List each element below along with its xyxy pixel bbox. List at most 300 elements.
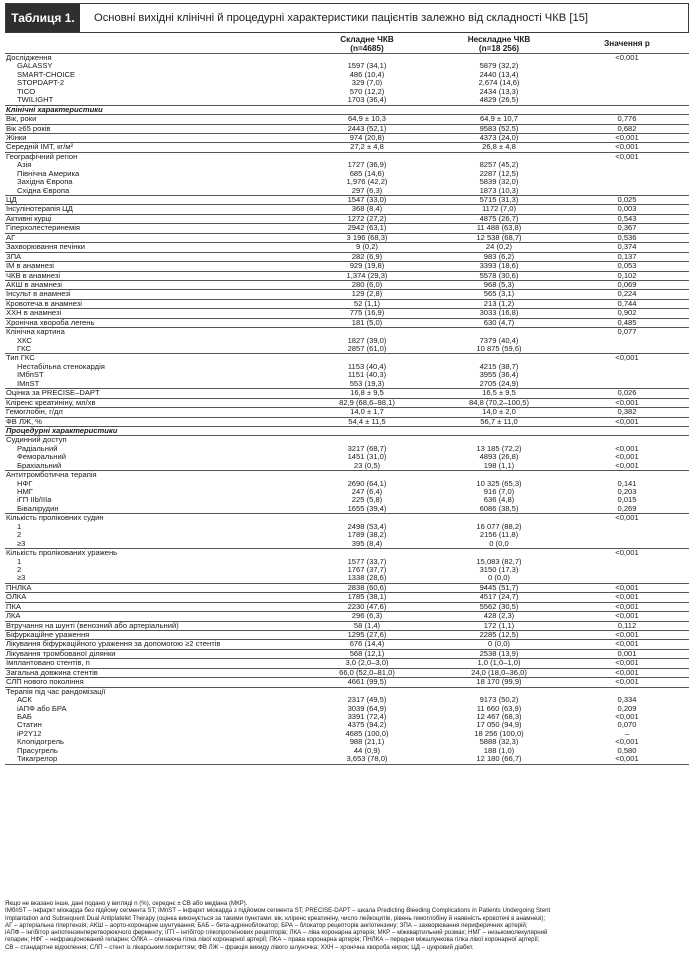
complex-pci-value: 988 (21,1) — [349, 737, 385, 747]
row-label: іАПФ або БРА — [17, 703, 67, 713]
row-line — [5, 540, 689, 548]
noncomplex-pci-value: 2156 (11,8) — [479, 530, 519, 540]
table-row — [5, 309, 689, 318]
noncomplex-pci-value: 9583 (52,5) — [479, 123, 519, 133]
row-label: Прасугрель — [17, 745, 58, 755]
table-row — [5, 143, 689, 152]
p-value: <0,001 — [615, 630, 639, 639]
row-line — [5, 453, 689, 461]
complex-pci-value: 3 196 (68,3) — [346, 232, 388, 242]
column-header-noncomplex-pci-text: Нескладне ЧКВ (n=18 256) — [467, 35, 531, 53]
row-line — [5, 612, 689, 620]
complex-pci-value: 3,0 (2,0–3,0) — [345, 658, 389, 668]
noncomplex-pci-value: 6086 (38,5) — [479, 503, 519, 513]
row-label: СЛП нового покоління — [6, 677, 84, 687]
noncomplex-pci-value: 636 (4,8) — [483, 495, 515, 505]
row-label: іP2Y12 — [17, 728, 42, 738]
row-line — [5, 688, 689, 696]
complex-pci-value: 2498 (53,4) — [347, 521, 387, 531]
row-line — [5, 253, 689, 261]
row-line — [5, 427, 689, 435]
p-value: 0,536 — [617, 232, 637, 242]
complex-pci-value: 568 (12,1) — [349, 648, 385, 658]
row-line — [5, 187, 689, 195]
row-label: Жінки — [6, 132, 27, 142]
row-line — [5, 96, 689, 104]
row-label: Захворювання печінки — [6, 242, 85, 252]
row-line — [5, 196, 689, 204]
complex-pci-value: 23 (0,5) — [353, 460, 381, 470]
row-line — [5, 436, 689, 444]
complex-pci-value: 16,8 ± 9,5 — [350, 388, 384, 398]
noncomplex-pci-value: 916 (7,0) — [483, 487, 515, 496]
row-label: Географічний регіон — [6, 151, 78, 161]
p-value: <0,001 — [615, 592, 639, 602]
p-value: 0,001 — [617, 648, 637, 658]
row-line — [5, 262, 689, 270]
noncomplex-pci-value: 9173 (50,2) — [479, 695, 519, 705]
row-line — [5, 62, 689, 70]
row-line — [5, 566, 689, 574]
row-line — [5, 640, 689, 648]
table-row — [5, 408, 689, 417]
row-label: іГП IIb/IIIa — [17, 495, 52, 505]
row-label: БАБ — [17, 711, 32, 721]
noncomplex-pci-value: 5562 (30,5) — [479, 601, 519, 611]
row-line — [5, 371, 689, 379]
row-line — [5, 445, 689, 453]
noncomplex-pci-value: 2,674 (14,6) — [478, 78, 520, 88]
p-value: 0,682 — [617, 123, 637, 133]
noncomplex-pci-value: 11 660 (63,9) — [476, 703, 522, 713]
p-value: 0,334 — [617, 695, 637, 705]
footnote-line: Якщо не вказано інше, дані подано у вигляді n (%), середнє ± СВ або медіана (МКР). — [5, 900, 248, 907]
noncomplex-pci-value: 3393 (18,6) — [479, 261, 519, 271]
p-value: <0,001 — [615, 677, 639, 687]
complex-pci-value: 52 (1,1) — [353, 298, 381, 308]
p-value: 0,209 — [617, 703, 637, 713]
complex-pci-value: 929 (19,8) — [349, 261, 385, 271]
row-line — [5, 161, 689, 169]
complex-pci-value: 282 (6,9) — [351, 251, 383, 261]
row-label: ОЛКА — [6, 592, 27, 602]
p-value: <0,001 — [615, 53, 639, 62]
complex-pci-value: 1,374 (29,3) — [346, 270, 388, 280]
complex-pci-value: 1767 (37,7) — [347, 564, 387, 574]
p-value: <0,001 — [615, 754, 639, 764]
row-line — [5, 713, 689, 721]
noncomplex-pci-value: 11 488 (63,8) — [476, 223, 522, 233]
row-label: ГКС — [17, 344, 31, 353]
complex-pci-value: 2690 (64,1) — [347, 478, 387, 488]
row-line — [5, 88, 689, 96]
p-value: <0,001 — [615, 667, 639, 677]
complex-pci-value: 225 (5,8) — [351, 495, 383, 505]
row-line — [5, 309, 689, 317]
p-value: 0,015 — [617, 495, 637, 505]
noncomplex-pci-value: 0 (0,0 — [489, 538, 509, 548]
table-row — [5, 319, 689, 328]
p-value: <0,001 — [615, 142, 639, 152]
row-label: Біфуркаційне ураження — [6, 630, 90, 639]
row-line — [5, 380, 689, 388]
table-row — [5, 243, 689, 252]
row-line — [5, 705, 689, 713]
row-line — [5, 319, 689, 327]
p-value: <0,001 — [615, 416, 639, 426]
row-label: Оцінка за PRECISE–DAPT — [6, 388, 100, 398]
row-line — [5, 345, 689, 353]
noncomplex-pci-value: 16 077 (88,2) — [476, 521, 522, 531]
row-label: Втручання на шунті (венозний або артеріальний) — [6, 620, 179, 630]
row-line — [5, 224, 689, 232]
complex-pci-value: 14,0 ± 1,7 — [350, 407, 384, 417]
complex-pci-value: 395 (8,4) — [351, 538, 383, 548]
table-row — [5, 272, 689, 281]
column-header-complex-pci-text: Складне ЧКВ (n=4685) — [340, 35, 394, 53]
p-value: 0,374 — [617, 242, 637, 252]
p-value: <0,001 — [615, 582, 639, 592]
p-value: 0,203 — [617, 487, 637, 496]
complex-pci-value: 1,976 (42,2) — [346, 177, 388, 187]
noncomplex-pci-value: 24 (0,2) — [485, 242, 513, 252]
noncomplex-pci-value: 9445 (51,7) — [479, 582, 519, 592]
noncomplex-pci-value: 4829 (26,5) — [479, 95, 519, 105]
noncomplex-pci-value: 4893 (26,8) — [479, 452, 519, 462]
noncomplex-pci-value: 2285 (12,5) — [479, 630, 519, 639]
row-line — [5, 496, 689, 504]
row-label: Хронічна хвороба легень — [6, 317, 95, 327]
complex-pci-value: 3039 (64,9) — [347, 703, 387, 713]
p-value: 0,367 — [617, 223, 637, 233]
p-value: <0,001 — [615, 452, 639, 462]
complex-pci-value: 1153 (40,4) — [347, 361, 387, 371]
table-row — [5, 205, 689, 214]
row-label: АКШ в анамнезі — [6, 279, 62, 289]
noncomplex-pci-value: 10 325 (65,3) — [476, 478, 522, 488]
complex-pci-value: 1272 (27,2) — [347, 213, 387, 223]
noncomplex-pci-value: 983 (6,2) — [483, 251, 515, 261]
noncomplex-pci-value: 5879 (32,2) — [479, 61, 519, 71]
row-label: ІМ в анамнезі — [6, 261, 54, 271]
row-line — [5, 480, 689, 488]
p-value: <0,001 — [615, 737, 639, 747]
row-line — [5, 531, 689, 539]
complex-pci-value: 486 (10,4) — [349, 69, 385, 79]
p-value: 0,137 — [617, 251, 637, 261]
p-value: 0,069 — [617, 279, 637, 289]
noncomplex-pci-value: 5839 (32,0) — [479, 177, 519, 187]
p-value: 0,070 — [617, 720, 637, 730]
footnote-line: СВ – стандартне відхилення; СЛП – стент із лікарським покриттям; ФВ ЛЖ – фракція викиду лівого шлуночка; ХХН – хронічна хвороба нирок; ЦД – цукровий діабет. — [5, 943, 474, 951]
row-line — [5, 631, 689, 639]
row-line — [5, 549, 689, 557]
row-line — [5, 106, 689, 114]
row-label: Кількість пролікованих уражень — [6, 548, 118, 558]
row-line — [5, 669, 689, 677]
complex-pci-value: 64,9 ± 10,3 — [348, 114, 386, 124]
table-row — [5, 678, 689, 687]
noncomplex-pci-value: 5578 (30,6) — [479, 270, 519, 280]
row-line — [5, 696, 689, 704]
complex-pci-value: 1789 (38,2) — [347, 530, 387, 540]
complex-pci-value: 2942 (63,1) — [347, 223, 387, 233]
row-line — [5, 328, 689, 336]
noncomplex-pci-value: 18 170 (99,9) — [476, 677, 522, 687]
noncomplex-pci-value: 8257 (45,2) — [479, 160, 519, 170]
p-value: 0,744 — [617, 298, 637, 308]
noncomplex-pci-value: 198 (1,1) — [483, 460, 515, 470]
row-label: Дослідження — [6, 53, 52, 62]
row-label: ЦД — [6, 195, 17, 204]
complex-pci-value: 1547 (33,0) — [347, 195, 387, 204]
row-label: Статин — [17, 720, 42, 730]
row-label: Бівалірудин — [17, 503, 59, 513]
complex-pci-value: 27,2 ± 4,8 — [350, 142, 384, 152]
noncomplex-pci-value: 172 (1,1) — [483, 620, 515, 630]
row-line — [5, 558, 689, 566]
table-row — [5, 134, 689, 143]
p-value: <0,001 — [615, 658, 639, 668]
row-line — [5, 574, 689, 582]
noncomplex-pci-value: 0 (0,0) — [488, 639, 510, 649]
noncomplex-pci-value: 56,7 ± 11,0 — [480, 416, 518, 426]
table-row — [5, 153, 689, 196]
table-row — [5, 603, 689, 612]
row-line — [5, 389, 689, 397]
table-row — [5, 290, 689, 299]
row-label: Клінічні характеристики — [6, 104, 103, 114]
complex-pci-value: 2857 (61,0) — [347, 344, 387, 353]
row-label: Судинний доступ — [6, 435, 67, 445]
row-label: Західна Європа — [17, 177, 73, 187]
table-row — [5, 688, 689, 765]
p-value: <0,001 — [615, 132, 639, 142]
row-line — [5, 678, 689, 686]
complex-pci-value: 247 (6,4) — [351, 487, 383, 496]
p-value: 0,269 — [617, 503, 637, 513]
row-line — [5, 755, 689, 763]
complex-pci-value: 685 (14,6) — [349, 168, 385, 178]
row-label: ІМбпST — [17, 370, 44, 380]
p-value: 0,902 — [617, 308, 637, 318]
table-header — [5, 3, 689, 33]
p-value: 0,026 — [617, 388, 637, 398]
complex-pci-value: 66,0 (52,0–81,0) — [339, 667, 395, 677]
complex-pci-value: 775 (16,9) — [349, 308, 385, 318]
noncomplex-pci-value: 4517 (24,7) — [479, 592, 519, 602]
p-value: 0,580 — [617, 745, 637, 755]
row-line — [5, 730, 689, 738]
p-value: 0,224 — [617, 289, 637, 299]
complex-pci-value: 329 (7,0) — [351, 78, 383, 88]
table-body — [5, 54, 689, 765]
table-row — [5, 253, 689, 262]
row-line — [5, 363, 689, 371]
p-value: <0,001 — [615, 639, 639, 649]
row-line — [5, 290, 689, 298]
noncomplex-pci-value: 630 (4,7) — [483, 317, 515, 327]
row-label: STOPDAPT-2 — [17, 78, 65, 88]
noncomplex-pci-value: 2538 (13,9) — [479, 648, 519, 658]
complex-pci-value: 129 (2,8) — [351, 289, 383, 299]
noncomplex-pci-value: 64,9 ± 10,7 — [480, 114, 518, 124]
row-line — [5, 300, 689, 308]
row-label: Брахіальний — [17, 460, 62, 470]
complex-pci-value: 1785 (38,1) — [347, 592, 387, 602]
p-value: <0,001 — [615, 460, 639, 470]
table-row — [5, 669, 689, 678]
table-row — [5, 584, 689, 593]
table-row — [5, 196, 689, 205]
row-label: Середній ІМТ, кг/м² — [6, 142, 74, 152]
complex-pci-value: 4661 (99,5) — [347, 677, 387, 687]
p-value: <0,001 — [615, 711, 639, 721]
table-row — [5, 436, 689, 471]
table-row — [5, 234, 689, 243]
table-row — [5, 328, 689, 354]
table-row — [5, 354, 689, 389]
row-label: Тикагрелор — [17, 754, 58, 764]
noncomplex-pci-value: 1,0 (1,0–1,0) — [477, 658, 521, 668]
complex-pci-value: 2317 (49,5) — [347, 695, 387, 705]
complex-pci-value: 1655 (39,4) — [347, 503, 387, 513]
p-value: 0,077 — [617, 327, 637, 337]
row-label: АСК — [17, 695, 32, 705]
row-line — [5, 115, 689, 123]
noncomplex-pci-value: 2705 (24,9) — [479, 378, 519, 388]
p-value: 0,102 — [617, 270, 637, 280]
row-label: GALASSY — [17, 61, 53, 71]
row-line — [5, 272, 689, 280]
table-row — [5, 514, 689, 549]
table-row — [5, 115, 689, 124]
p-value: <0,001 — [615, 548, 639, 558]
row-label: Тип ГКС — [6, 353, 35, 363]
p-value: – — [624, 728, 630, 738]
complex-pci-value: 3,653 (78,0) — [346, 754, 388, 764]
complex-pci-value: 368 (8,4) — [351, 204, 383, 214]
footnote-line: Implantation and Subsequent Dual Antiplatelet Therapy (оцінка виконується за такими пунктами: вік, кліренс креатиніну, число лейкоцитів, рівень гемоглобіну й наявність кровотечі в анамнезі); — [5, 914, 546, 922]
p-value: 0,112 — [617, 620, 637, 630]
noncomplex-pci-value: 213 (1,2) — [483, 298, 515, 308]
footnote-line: іАПФ – інгібітор ангіотензинперетворюючого ферменту; іГП – інгібітор глікопротеїнових рецепторів; ЛКА – ліва коронарна артерія; МКР – міжквартильний розмах; НМГ – низькомолекулярний — [5, 929, 548, 937]
p-value: 0,053 — [617, 261, 637, 271]
row-line — [5, 71, 689, 79]
row-line — [5, 593, 689, 601]
complex-pci-value: 1827 (39,0) — [347, 335, 387, 345]
p-value: <0,001 — [615, 513, 639, 523]
table-row — [5, 300, 689, 309]
complex-pci-value: 1703 (36,4) — [347, 95, 387, 105]
column-header-p-value-text: Значення p — [604, 39, 650, 48]
p-value: 0,141 — [617, 478, 637, 488]
row-label: Антитромботична терапія — [6, 470, 97, 480]
footnote-line: ІМбпST – інфаркт міокарда без підйому сегмента ST; ІМпST – інфаркт міокарда з підйомом сегмента ST; PRECISE-DAPT – шкала Predicting Bleeding Complications in Patients Undergoing Stent — [5, 907, 551, 915]
row-label: НФГ — [17, 478, 33, 488]
complex-pci-value: 2443 (52,1) — [347, 123, 387, 133]
row-line — [5, 418, 689, 426]
row-label: НМГ — [17, 487, 33, 496]
row-line — [5, 603, 689, 611]
complex-pci-value: 181 (5,0) — [351, 317, 383, 327]
row-line — [5, 505, 689, 513]
complex-pci-value: 1597 (34,1) — [347, 61, 387, 71]
row-label: Активні курці — [6, 213, 52, 223]
row-line — [5, 125, 689, 133]
noncomplex-pci-value: 1873 (10,3) — [479, 185, 519, 195]
p-value: <0,001 — [615, 397, 639, 407]
complex-pci-value: 553 (19,3) — [349, 378, 385, 388]
p-value: 0,025 — [617, 195, 637, 204]
noncomplex-pci-value: 12 538 (68,7) — [476, 232, 522, 242]
row-label: Кровотеча в анамнезі — [6, 298, 82, 308]
row-label: ПНЛКА — [6, 582, 32, 592]
noncomplex-pci-value: 16,5 ± 9,5 — [482, 388, 516, 398]
p-value: <0,001 — [615, 151, 639, 161]
row-label: Гемоглобін, г/дл — [6, 407, 63, 417]
section-header-row — [5, 427, 689, 436]
noncomplex-pci-value: 18 256 (100,0) — [474, 728, 524, 738]
row-line — [5, 79, 689, 87]
row-label: Процедурні характеристики — [6, 425, 118, 435]
complex-pci-value: 1577 (33,7) — [347, 556, 387, 566]
column-header-noncomplex-pci — [439, 35, 559, 53]
p-value: <0,001 — [615, 353, 639, 363]
complex-pci-value: 3391 (72,4) — [347, 711, 387, 721]
row-label: ЧКВ в анамнезі — [6, 270, 61, 280]
row-line — [5, 243, 689, 251]
row-label: АГ — [6, 232, 16, 242]
row-line — [5, 143, 689, 151]
noncomplex-pci-value: 14,0 ± 2,0 — [482, 407, 516, 417]
row-line — [5, 738, 689, 746]
row-label: 1 — [17, 521, 22, 531]
table-title: Основні вихідні клінічні й процедурні характеристики пацієнтів залежно від складності ЧКВ [15] — [94, 12, 589, 24]
row-label: Лікування тромбованої ділянки — [6, 648, 116, 658]
row-line — [5, 205, 689, 213]
row-line — [5, 54, 689, 62]
row-label: ХХН в анамнезі — [6, 308, 62, 318]
table-column-headers — [5, 35, 689, 54]
noncomplex-pci-value: 5715 (31,3) — [479, 195, 519, 204]
noncomplex-pci-value: 188 (1,0) — [483, 745, 515, 755]
row-label: Кількість проліковних судин — [6, 513, 104, 523]
noncomplex-pci-value: 2440 (13,4) — [479, 69, 519, 79]
row-line — [5, 622, 689, 630]
complex-pci-value: 44 (0,9) — [353, 745, 381, 755]
column-header-complex-pci — [307, 35, 427, 53]
row-label: Нестабільна стенокардія — [17, 361, 105, 371]
row-label: ≥3 — [17, 538, 26, 548]
noncomplex-pci-value: 2287 (12,5) — [479, 168, 519, 178]
row-line — [5, 215, 689, 223]
noncomplex-pci-value: 565 (3,1) — [483, 289, 515, 299]
noncomplex-pci-value: 968 (5,3) — [483, 279, 515, 289]
row-line — [5, 523, 689, 531]
noncomplex-pci-value: 4373 (24,0) — [479, 132, 519, 142]
row-label: Вік, роки — [6, 114, 37, 124]
noncomplex-pci-value: 17 050 (94,9) — [476, 720, 522, 730]
row-label: TWILIGHT — [17, 95, 54, 105]
noncomplex-pci-value: 4215 (38,7) — [479, 361, 519, 371]
row-line — [5, 234, 689, 242]
row-label: SMART-CHOICE — [17, 69, 76, 79]
row-label: Загальна довжина стентів — [6, 667, 98, 677]
noncomplex-pci-value: 4875 (26,7) — [479, 213, 519, 223]
row-label: ХКС — [17, 335, 32, 345]
complex-pci-value: 2230 (47,6) — [347, 601, 387, 611]
